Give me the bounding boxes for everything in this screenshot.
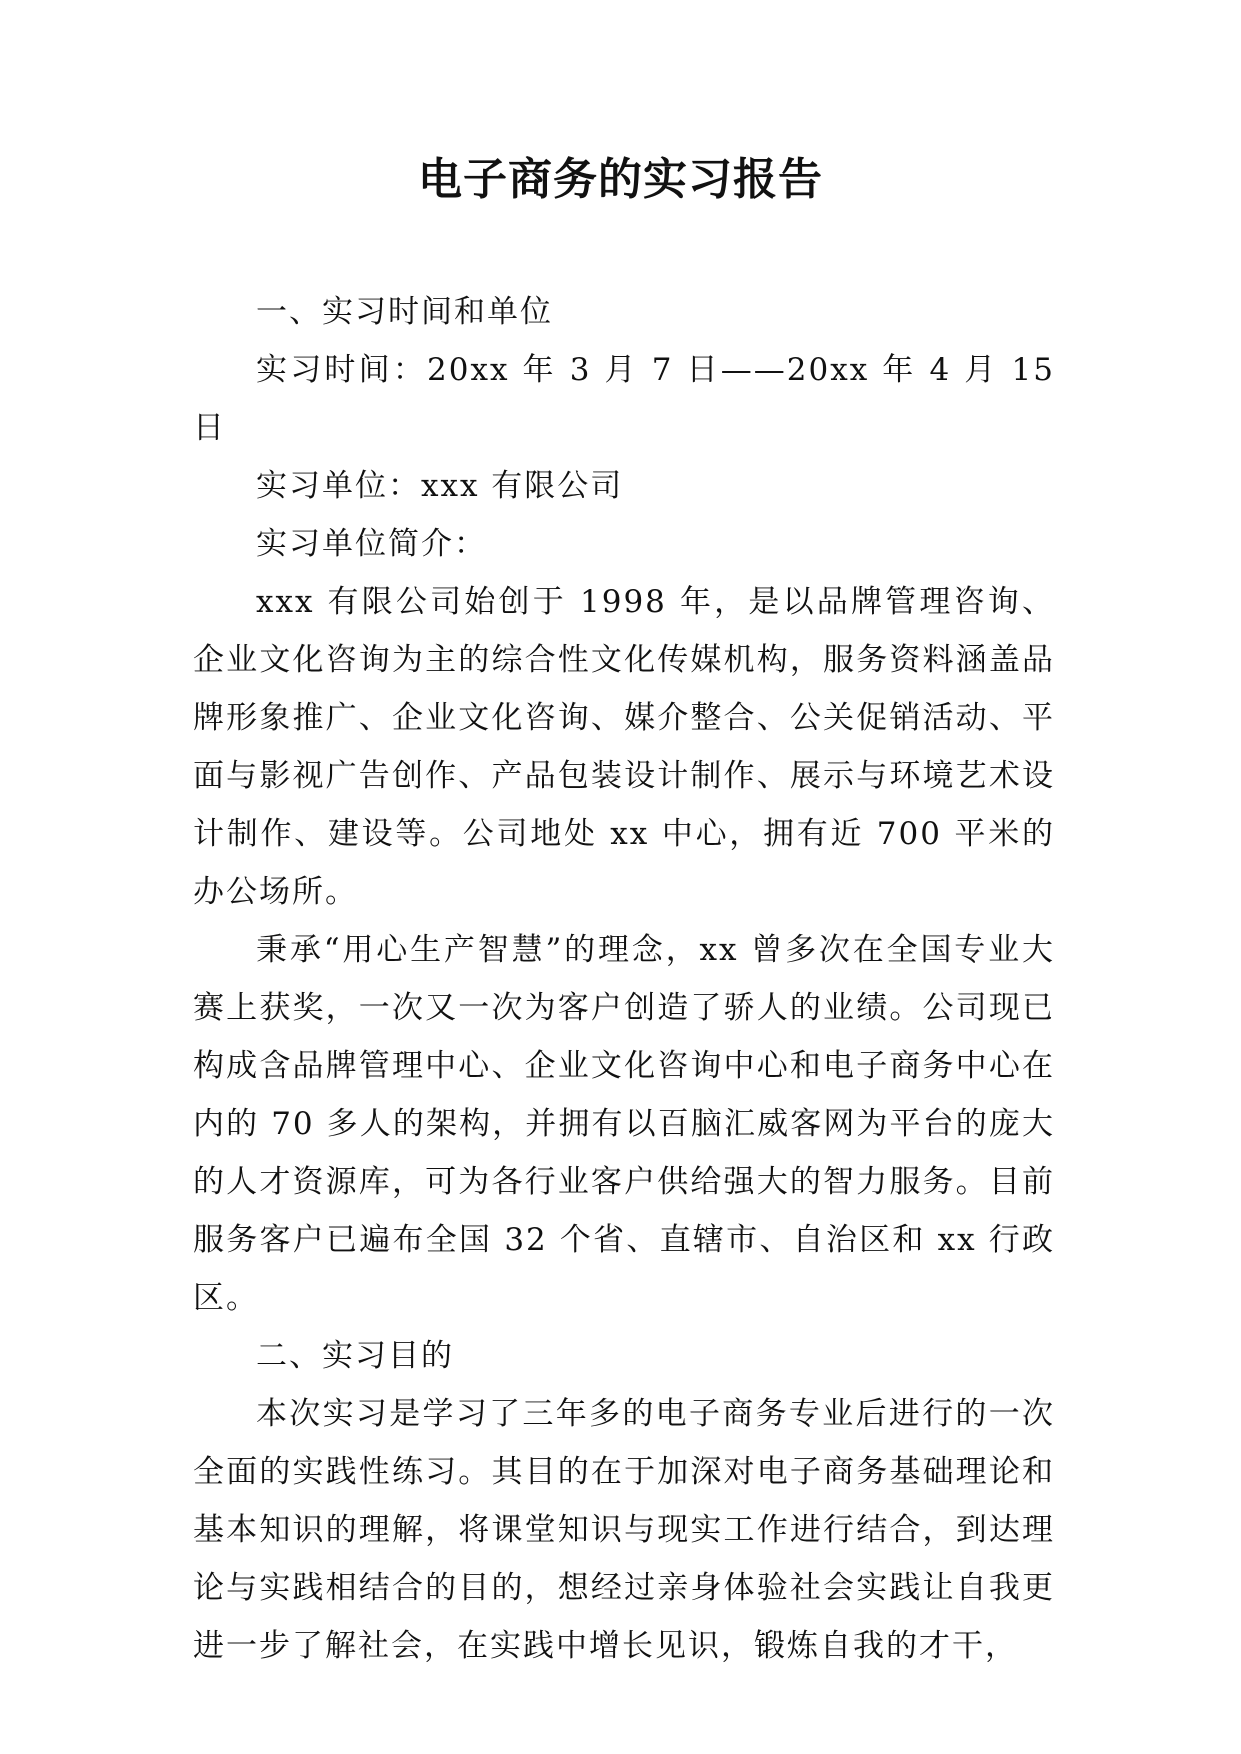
- section-heading-time-unit: 一、实习时间和单位: [256, 294, 553, 330]
- unit-intro-label: 实习单位简介：: [256, 526, 487, 562]
- company-intro-paragraph: xxx 有限公司始创于 1998 年，是以品牌管理咨询、企业文化咨询为主的综合性文化传媒机构，服务资料涵盖品牌形象推广、企业文化咨询、媒介整合、公关促销活动、平面与影视广告创作、产品包装设计制作、展示与环境艺术设计制作、建设等。公司地处 xx 中心，拥有近 700 平米的办公场所。: [193, 584, 1055, 910]
- internship-time: 实习时间：20xx 年 3 月 7 日——20xx 年 4 月 15 日: [193, 352, 1055, 446]
- internship-unit: 实习单位：xxx 有限公司: [256, 468, 624, 504]
- section-heading-purpose: 二、实习目的: [256, 1338, 454, 1374]
- purpose-paragraph: 本次实习是学习了三年多的电子商务专业后进行的一次全面的实践性练习。其目的在于加深对电子商务基础理论和基本知识的理解，将课堂知识与现实工作进行结合，到达理论与实践相结合的目的，想经过亲身体验社会实践让自我更进一步了解社会，在实践中增长见识，锻炼自我的才干，: [193, 1396, 1055, 1664]
- document-body: [193, 283, 1055, 1675]
- company-philosophy-paragraph: 秉承“用心生产智慧”的理念，xx 曾多次在全国专业大赛上获奖，一次又一次为客户创造了骄人的业绩。公司现已构成含品牌管理中心、企业文化咨询中心和电子商务中心在内的 70 多人的架构，并拥有以百脑汇威客网为平台的庞大的人才资源库，可为各行业客户供给强大的智力服务。目前服务客户已遍布全国 32 个省、直辖市、自治区和 xx 行政区。: [193, 932, 1055, 1316]
- document-title: 电子商务的实习报告: [418, 154, 823, 205]
